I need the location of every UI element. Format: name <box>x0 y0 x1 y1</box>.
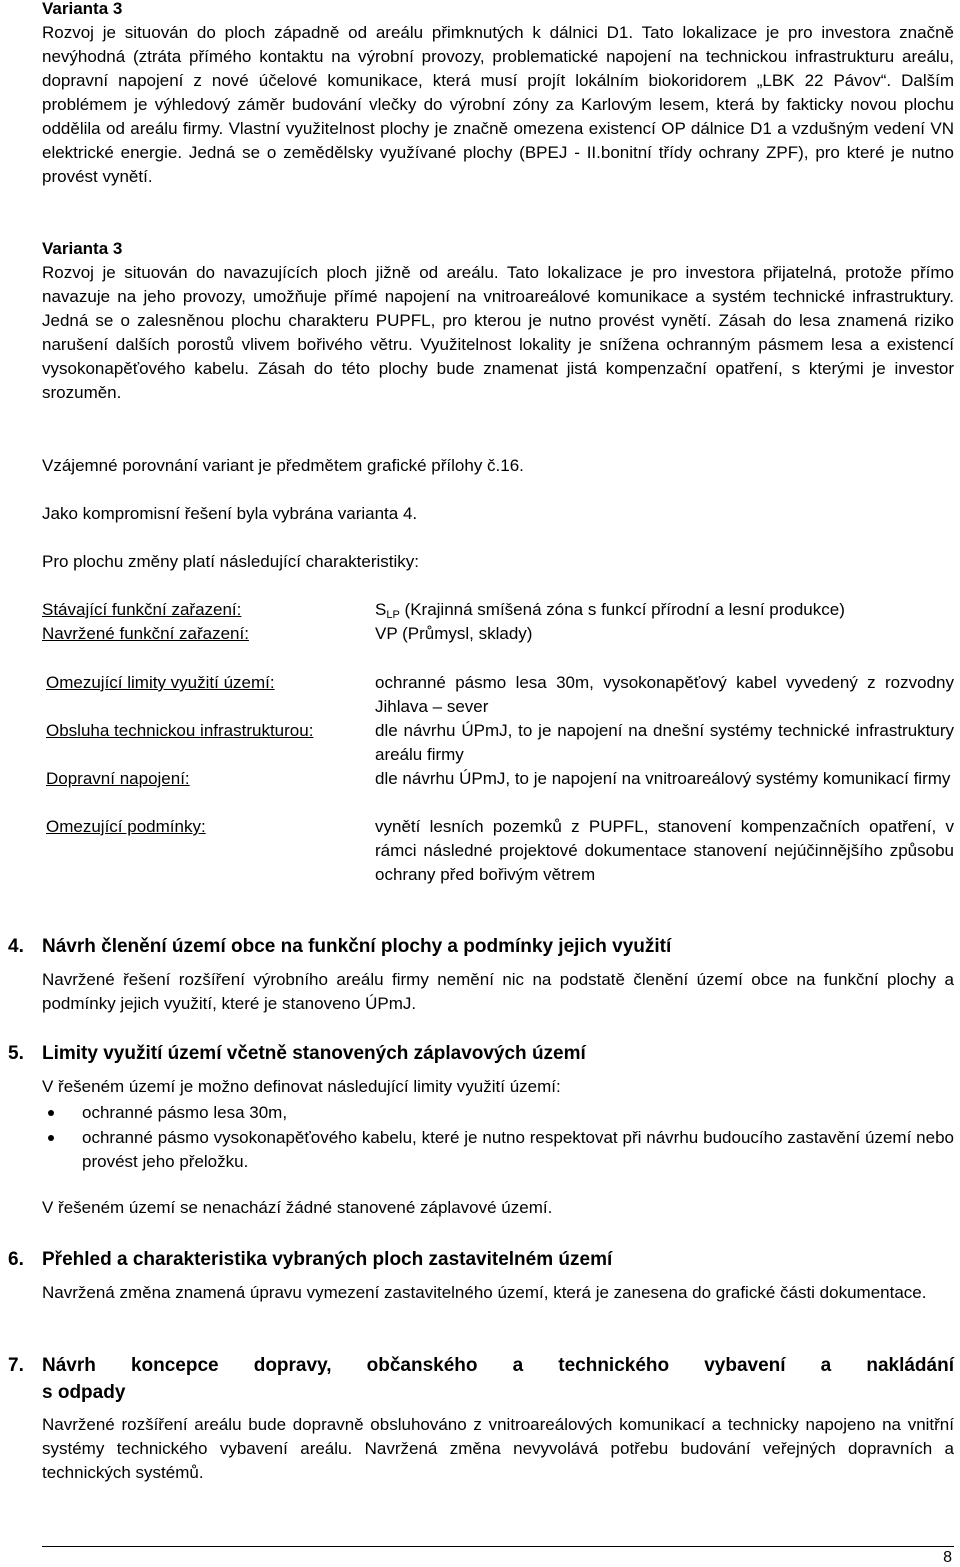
proposed-classification-label: Navržené funkční zařazení: <box>42 624 249 643</box>
proposed-classification-value: VP (Průmysl, sklady) <box>375 624 533 643</box>
limits-value: ochranné pásmo lesa 30m, vysokonapěťový kabel vyvedený z rozvodny Jihlava – sever <box>375 673 954 716</box>
characteristics-intro: Pro plochu změny platí následující charakteristiky: <box>42 552 420 571</box>
page-number: 8 <box>943 1549 952 1566</box>
characteristic-transport <box>42 767 954 791</box>
variant-3b-heading: Varianta 3 <box>42 239 123 258</box>
section-4-title: Návrh členění území obce na funkční plochy a podmínky jejich využití <box>42 936 672 957</box>
infrastructure-value: dle návrhu ÚPmJ, to je napojení na dnešní systémy technické infrastruktury areálu firmy <box>375 721 954 764</box>
characteristic-conditions <box>42 815 954 884</box>
footer-divider <box>42 1546 954 1547</box>
section-4-paragraph: Navržené řešení rozšíření výrobního areálu firmy nemění nic na podstatě členění území obce na funkční plochy a podmínky jejich využití, které je stanoveno ÚPmJ. <box>42 970 954 1013</box>
variant-3a-heading: Varianta 3 <box>42 0 123 18</box>
section-6-title: Přehled a charakteristika vybraných ploch zastavitelném území <box>42 1249 613 1270</box>
variant-3b-paragraph: Rozvoj je situován do navazujících ploch jižně od areálu. Tato lokalizace je pro investora přijatelná, protože přímo navazuje na jeho provozy, umožňuje přímé napojení na vnitroareálové komunikace a systém technické infrastruktury. Jedná se o zalesněnou plochu charakteru PUPFL, pro kterou je nutno provést vynětí. Zásah do lesa znamená riziko narušení dalších porostů vlivem bořivého větru. Využitelnost lokality je snížena ochranným pásmem lesa a existencí vysokonapěťového kabelu. Zásah do této plochy bude znamenat jistá kompenzační opatření, s kterými je investor srozuměn. <box>42 263 954 402</box>
compromise-paragraph: Jako kompromisní řešení byla vybrána varianta 4. <box>42 504 418 523</box>
infrastructure-label: Obsluha technickou infrastrukturou: <box>46 721 314 740</box>
section-5-number: 5. <box>8 1043 24 1064</box>
section-7-paragraph: Navržené rozšíření areálu bude dopravně obsluhováno z vnitroareálových komunikací a technicky napojeno na vnitřní systémy technického vybavení areálu. Navržená změna nevyvolává potřebu budování veřejných dopravních a technických systémů. <box>42 1415 954 1482</box>
current-subscript: LP <box>386 609 400 621</box>
section-6-paragraph: Navržená změna znamená úpravu vymezení zastavitelného území, která je zanesena do grafické části dokumentace. <box>42 1283 927 1302</box>
section-6-number: 6. <box>8 1249 24 1270</box>
current-description: (Krajinná smíšená zóna s funkcí přírodní a lesní produkce) <box>399 600 845 619</box>
transport-label: Dopravní napojení: <box>46 769 190 788</box>
current-classification-label: Stávající funkční zařazení: <box>42 600 242 619</box>
section-5-outro: V řešeném území se nenachází žádné stanovené záplavové území. <box>42 1198 553 1217</box>
variant-3a-paragraph: Rozvoj je situován do ploch západně od areálu přimknutých k dálnici D1. Tato lokalizace je pro investora značně nevýhodná (ztráta přímého kontaktu na výrobní provozy, problematické napojení na technickou infrastrukturu areálu, dopravní napojení z nové účelové komunikace, která musí projít lokálním biokoridorem „LBK 22 Pávov“. Dalším problémem je výhledový záměr budování vlečky do výrobní zóny za Karlovým lesem, která by fakticky novou plochu oddělila od areálu firmy. Vlastní využitelnost plochy je značně omezena existencí OP dálnice D1 a vzdušným vedení VN elektrické energie. Jedná se o zemědělsky využívané plochy (BPEJ - II.bonitní třídy ochrany ZPF), pro které je nutno provést vynětí. <box>42 23 954 186</box>
characteristic-infrastructure <box>42 719 954 764</box>
current-symbol: S <box>375 600 387 619</box>
section-7-number: 7. <box>8 1355 24 1376</box>
section-7-title-line-1: Návrh koncepce dopravy, občanského a technického vybavení a nakládání <box>42 1355 954 1376</box>
section-4-number: 4. <box>8 936 24 957</box>
comparison-paragraph: Vzájemné porovnání variant je předmětem grafické přílohy č.16. <box>42 456 524 475</box>
limit-bullet-text: ochranné pásmo lesa 30m, <box>82 1103 288 1122</box>
limit-bullet-text: ochranné pásmo vysokonapěťového kabelu, které je nutno respektovat při návrhu budoucího zastavění území nebo provést jeho přeložku. <box>82 1128 954 1171</box>
limits-label: Omezující limity využití území: <box>46 673 275 692</box>
bullet-icon <box>48 1135 54 1141</box>
section-7-title-line-2: s odpady <box>42 1382 126 1403</box>
conditions-label: Omezující podmínky: <box>46 817 206 836</box>
characteristic-current <box>42 598 954 622</box>
transport-value: dle návrhu ÚPmJ, to je napojení na vnitroareálový systémy komunikací firmy <box>375 769 951 788</box>
bullet-icon <box>48 1110 54 1116</box>
section-5-intro: V řešeném území je možno definovat následující limity využití území: <box>42 1077 561 1096</box>
characteristic-limits <box>42 671 954 716</box>
section-5-title: Limity využití území včetně stanovených záplavových území <box>42 1043 586 1064</box>
conditions-value: vynětí lesních pozemků z PUPFL, stanovení kompenzačních opatření, v rámci následné projektové dokumentace stanovení nejúčinnějšího způsobu ochrany před bořivým větrem <box>375 817 954 884</box>
characteristic-proposed <box>42 622 954 646</box>
